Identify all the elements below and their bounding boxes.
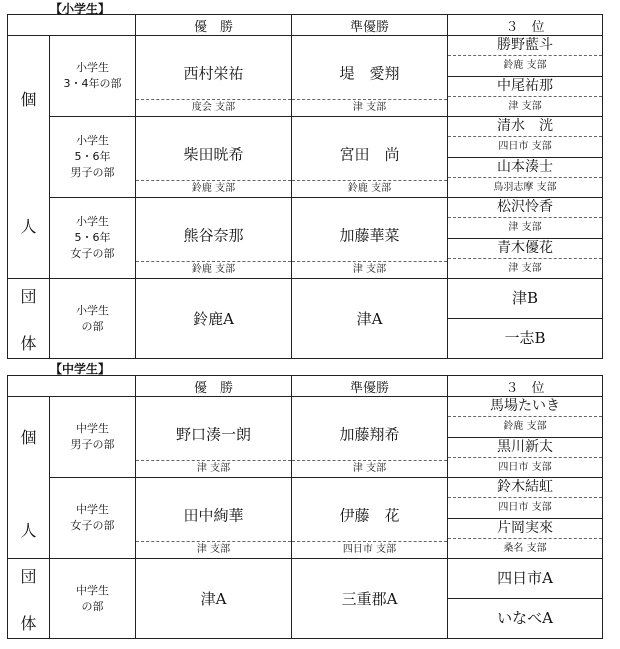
runner-up-branch: 津 支部 [292,261,447,278]
third-cell [448,36,603,117]
winner-cell [136,397,292,478]
table-header-row [8,376,603,397]
winner-name: 田中絢華 [183,506,244,525]
runner-up-branch: 津 支部 [292,460,447,477]
team-runner-up: 三重郡A [292,559,448,639]
table-row [8,559,603,639]
third-name: 片岡実來 [448,519,602,539]
elementary-section-title: 【小学生】 [50,2,111,16]
runner-up-name: 加藤華菜 [339,226,400,245]
team-winner: 津A [136,559,292,639]
runner-up-name: 加藤翔希 [339,425,400,444]
team-label-top: 団 [20,286,37,306]
individual-label [8,36,50,279]
winner-name: 熊谷奈那 [183,226,244,245]
runner-up-name: 堤 愛翔 [339,64,400,83]
third-name: 青木優花 [448,239,602,259]
division-label: 小学生 5・6年 男子の部 [50,117,136,198]
third-branch: 四日市 支部 [498,461,552,473]
third-name: 山本湊士 [448,158,602,178]
winner-branch: 津 支部 [136,460,291,477]
division-label: 中学生 男子の部 [50,397,136,478]
team-winner: 鈴鹿A [136,279,292,359]
third-name: 松沢怜香 [448,198,602,218]
header-third: ３ 位 [448,376,603,397]
header-runner-up: 準優勝 [292,15,448,36]
third-branch: 津 支部 [508,262,542,274]
third-cell [448,478,603,559]
team-label-top: 団 [20,566,37,586]
table-row [8,198,603,279]
team-third-cell [448,559,603,639]
team-label [8,279,50,359]
third-branch: 鈴鹿 支部 [448,417,602,438]
individual-label-bottom: 人 [20,520,37,540]
table-row [8,397,603,478]
runner-up-cell [292,478,448,559]
third-cell [448,397,603,478]
header-winner: 優 勝 [136,376,292,397]
header-runner-up: 準優勝 [292,376,448,397]
third-cell [448,198,603,279]
third-name: 鈴木結虹 [448,478,602,498]
runner-up-cell [292,397,448,478]
runner-up-name: 宮田 尚 [339,145,400,164]
third-cell [448,117,603,198]
team-third: 津B [448,279,602,319]
runner-up-branch: 津 支部 [292,99,447,116]
individual-label [8,397,50,559]
table-row [8,117,603,198]
runner-up-cell [292,198,448,279]
winner-branch: 津 支部 [136,541,291,558]
junior-section-title: 【中学生】 [50,362,111,376]
table-row [8,478,603,559]
table-header-row [8,15,603,36]
runner-up-branch: 四日市 支部 [292,541,447,558]
team-third: 一志B [504,329,546,347]
winner-cell [136,117,292,198]
winner-branch: 度会 支部 [136,99,291,116]
division-label: 小学生 5・6年 女子の部 [50,198,136,279]
third-branch: 桑名 支部 [503,542,547,554]
third-name: 馬場たいき [448,397,602,417]
third-branch: 鳥羽志摩 支部 [493,181,557,193]
winner-branch: 鈴鹿 支部 [136,180,291,197]
header-winner: 優 勝 [136,15,292,36]
individual-label-bottom: 人 [20,217,37,236]
team-label-bottom: 体 [20,333,37,353]
third-branch: 津 支部 [508,100,542,112]
header-third: ３ 位 [448,15,603,36]
team-runner-up: 津A [292,279,448,359]
winner-name: 野口湊一朗 [175,425,251,444]
winner-name: 西村栄祐 [183,64,244,83]
division-label: 小学生 3・4年の部 [50,36,136,117]
runner-up-cell [292,117,448,198]
winner-branch: 鈴鹿 支部 [136,261,291,278]
individual-label-top: 個 [20,427,37,447]
runner-up-branch: 鈴鹿 支部 [292,180,447,197]
winner-cell [136,478,292,559]
team-label-bottom: 体 [20,613,37,633]
winner-cell [136,36,292,117]
division-label: 中学生 の部 [50,559,136,639]
individual-label-top: 個 [20,90,37,109]
table-row [8,279,603,359]
team-third-cell [448,279,603,359]
table-row [8,36,603,117]
division-label: 小学生 の部 [50,279,136,359]
elementary-results-table [7,14,603,359]
third-name: 中尾祐那 [448,77,602,97]
third-branch: 四日市 支部 [448,137,602,158]
team-label [8,559,50,639]
team-third: いなべA [497,609,553,627]
third-branch: 四日市 支部 [448,498,602,519]
team-third: 四日市A [448,559,602,599]
runner-up-cell [292,36,448,117]
third-branch: 鈴鹿 支部 [448,56,602,77]
winner-cell [136,198,292,279]
winner-name: 柴田晄希 [183,145,244,164]
third-branch: 津 支部 [448,218,602,239]
division-label: 中学生 女子の部 [50,478,136,559]
junior-results-table [7,375,603,639]
third-name: 黒川新太 [448,438,602,458]
third-name: 清水 洸 [448,117,602,137]
third-name: 勝野藍斗 [448,36,602,56]
runner-up-name: 伊藤 花 [339,506,400,525]
